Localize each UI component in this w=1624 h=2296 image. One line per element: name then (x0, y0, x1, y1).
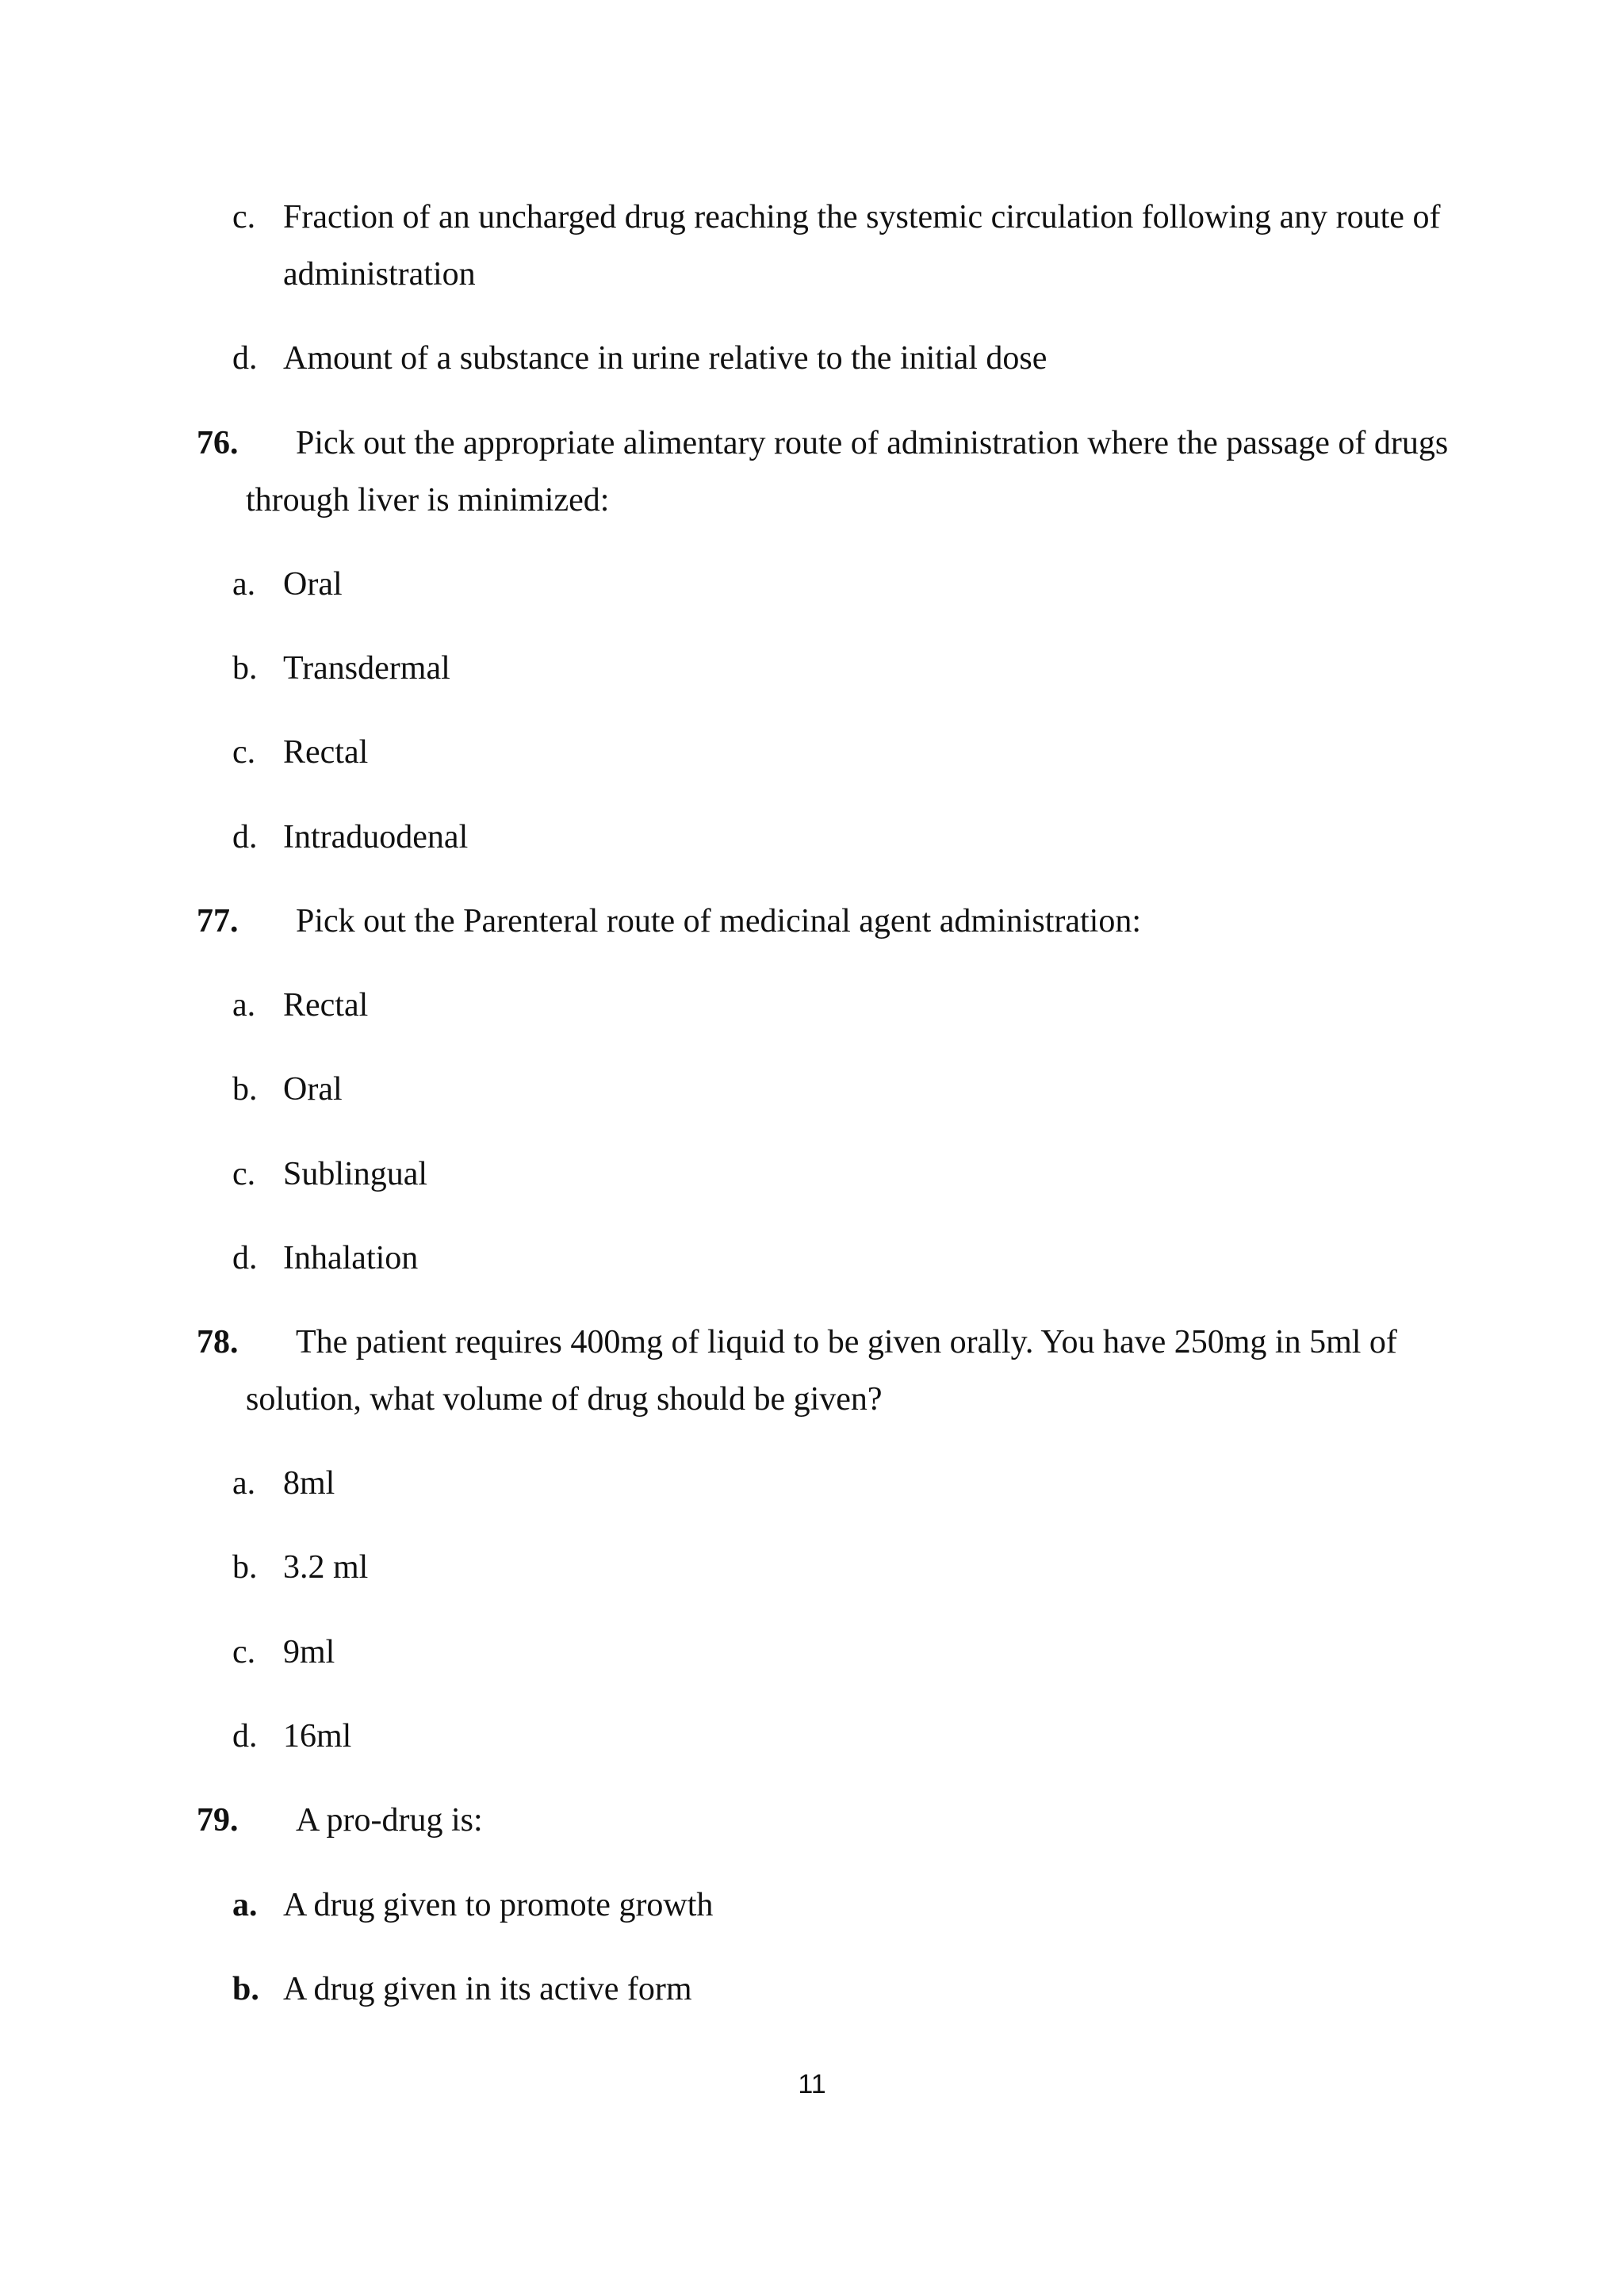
option-text: Rectal (283, 987, 369, 1024)
question-number: 79. (197, 1802, 239, 1839)
option-letter: c. (232, 1634, 256, 1670)
option-text: Fraction of an uncharged drug reaching the systemic circulation following any route of (283, 199, 1441, 235)
option-text: Rectal (283, 734, 369, 771)
question-text: Pick out the appropriate alimentary route of administration where the passage of drugs (296, 425, 1449, 461)
option-letter: d. (232, 1240, 258, 1276)
option-text: Inhalation (283, 1240, 419, 1276)
option-letter: a. (232, 566, 256, 603)
option-text: Transdermal (283, 650, 450, 687)
option-text-continuation: administration (283, 256, 476, 293)
option-text: Oral (283, 566, 343, 603)
option-letter: d. (232, 340, 258, 377)
option-text: 8ml (283, 1465, 335, 1502)
question-text-continuation: through liver is minimized: (246, 482, 610, 519)
option-letter: b. (232, 1549, 258, 1586)
option-letter: b. (232, 1971, 259, 2007)
question-number: 76. (197, 425, 239, 461)
question-number: 77. (197, 903, 239, 939)
option-letter: a. (232, 1465, 256, 1502)
option-letter: d. (232, 819, 258, 855)
option-letter: a. (232, 1887, 258, 1923)
option-letter: b. (232, 650, 258, 687)
question-text: Pick out the Parenteral route of medicinal agent administration: (296, 903, 1142, 939)
option-letter: c. (232, 199, 256, 235)
option-text: Amount of a substance in urine relative to the initial dose (283, 340, 1048, 377)
option-text: Sublingual (283, 1156, 428, 1192)
option-letter: c. (232, 1156, 256, 1192)
option-letter: d. (232, 1718, 258, 1755)
option-letter: a. (232, 987, 256, 1024)
question-text: A pro-drug is: (296, 1802, 483, 1839)
option-letter: b. (232, 1071, 258, 1108)
option-text: A drug given in its active form (283, 1971, 692, 2007)
option-text: A drug given to promote growth (283, 1887, 714, 1923)
option-letter: c. (232, 734, 256, 771)
question-number: 78. (197, 1324, 239, 1360)
option-text: 9ml (283, 1634, 335, 1670)
option-text: Oral (283, 1071, 343, 1108)
option-text: 3.2 ml (283, 1549, 369, 1586)
option-text: 16ml (283, 1718, 352, 1755)
option-text: Intraduodenal (283, 819, 469, 855)
question-text: The patient requires 400mg of liquid to be given orally. You have 250mg in 5ml of (296, 1324, 1397, 1360)
page-number: 11 (798, 2069, 826, 2099)
question-text-continuation: solution, what volume of drug should be given? (246, 1381, 883, 1418)
